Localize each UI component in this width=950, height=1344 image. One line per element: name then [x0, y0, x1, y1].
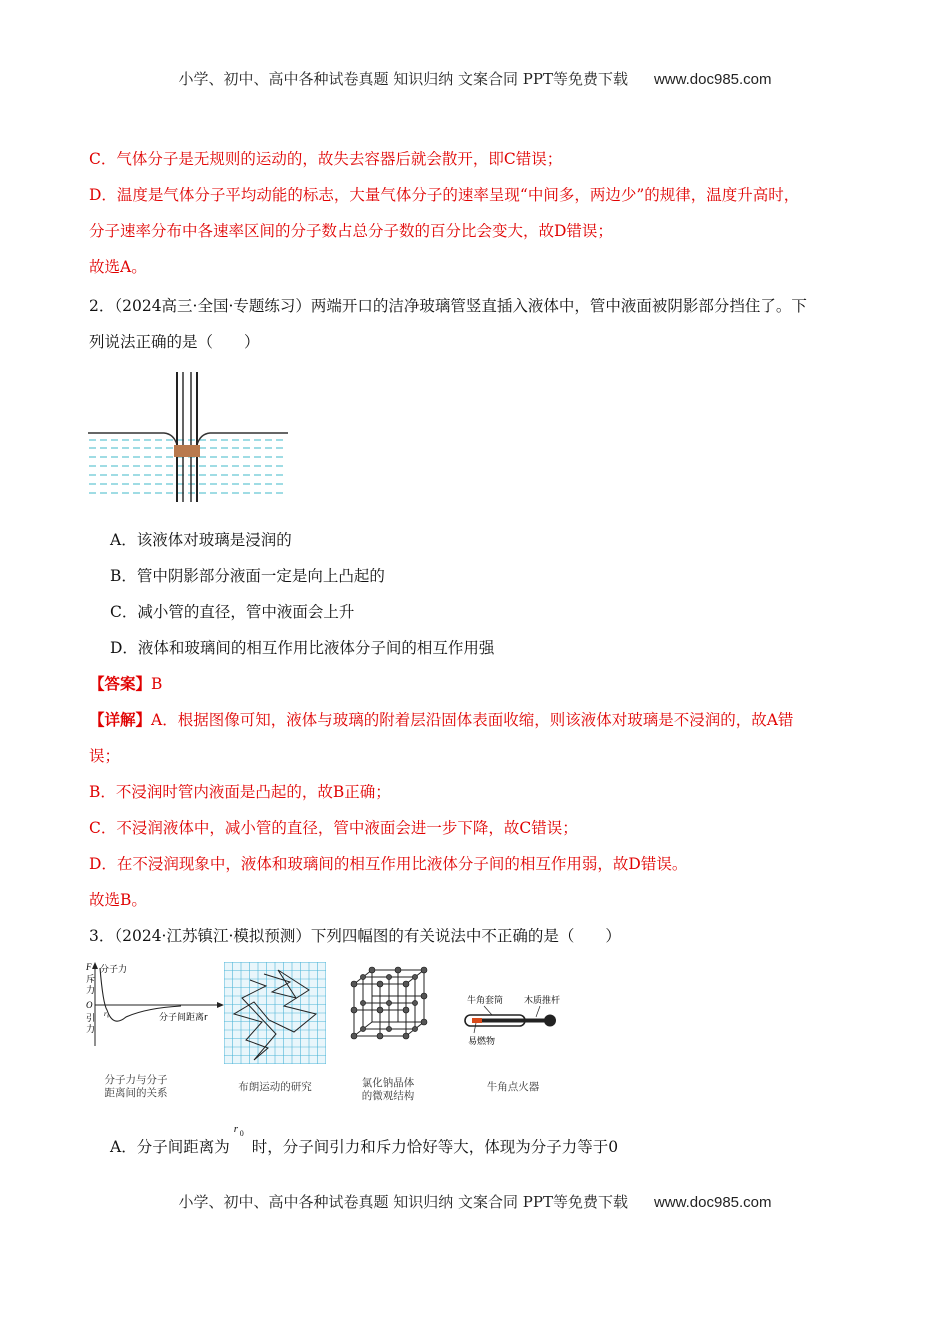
q2-option-d: D．液体和玻璃间的相互作用比液体分子间的相互作用强 — [110, 639, 495, 657]
shaded-block — [174, 445, 200, 457]
prev-choose: 故选A。 — [89, 258, 147, 276]
r0-r: r — [233, 1123, 238, 1135]
fuel-label: 易燃物 — [468, 1037, 496, 1047]
fig3-caption: 氯化钠晶体 的微观结构 — [361, 1077, 415, 1102]
sleeve-label: 牛角套筒 — [467, 996, 504, 1006]
header-site[interactable]: www.doc985.com — [653, 71, 772, 88]
answer-value: B — [151, 675, 163, 693]
detail-text: A．根据图像可知，液体与玻璃的附着层沿固体表面收缩，则该液体对玻璃是不浸润的，故A错 — [151, 711, 794, 729]
repulsion-label-2: 力 — [86, 986, 96, 996]
r0-label: r₀ — [104, 1010, 110, 1018]
y-axis-label: 分子力 — [100, 965, 128, 975]
r0-symbol — [230, 1123, 252, 1152]
q2-choose: 故选B。 — [89, 891, 147, 909]
footer-site[interactable]: www.doc985.com — [653, 1194, 772, 1211]
q2-detail-b: B．不浸润时管内液面是凸起的，故B正确； — [89, 783, 391, 801]
repulsion-label-1: 斥 — [86, 975, 96, 985]
rod-label: 木质推杆 — [524, 996, 561, 1006]
q3-stem: 3．（2024·江苏镇江·模拟预测）下列四幅图的有关说法中不正确的是（ ） — [89, 927, 621, 945]
prev-option-d-line2: 分子速率分布中各速率区间的分子数占总分子数的百分比会变大，故D错误； — [89, 222, 613, 240]
origin-label: O — [86, 1000, 93, 1010]
sleeve-pointer — [484, 1006, 492, 1015]
x-axis-label: 分子间距离r — [159, 1013, 208, 1023]
fire-piston-figure — [462, 992, 572, 1052]
wooden-rod — [482, 1019, 548, 1023]
q2-detail-c: C．不浸润液体中，减小管的直径，管中液面会进一步下降，故C错误； — [89, 819, 578, 837]
q2-stem-line2: 列说法正确的是（ ） — [89, 333, 260, 351]
q2-detail-d: D．在不浸润现象中，液体和玻璃间的相互作用比液体分子间的相互作用弱，故D错误。 — [89, 855, 688, 873]
y-axis-arrow — [92, 962, 98, 969]
nacl-lattice-figure — [350, 966, 428, 1040]
q2-option-c: C．减小管的直径，管中液面会上升 — [110, 603, 355, 621]
detail-label: 【详解】 — [89, 710, 152, 729]
rod-pointer — [536, 1006, 540, 1017]
answer-label: 【答案】 — [89, 674, 152, 693]
footer-title: 小学、初中、高中各种试卷真题 知识归纳 文案合同 PPT等免费下载 — [178, 1193, 628, 1211]
lattice-ions — [351, 967, 427, 1039]
r0-sub: 0 — [239, 1129, 244, 1138]
fig4-caption: 牛角点火器 — [486, 1081, 540, 1093]
x-axis-arrow — [217, 1002, 224, 1008]
q3-option-a — [110, 1123, 619, 1157]
prev-option-d-line1: D．温度是气体分子平均动能的标志，大量气体分子的速率呈现“中间多，两边少”的规律，温度升高时， — [89, 186, 800, 204]
q2-stem-line1: 2．（2024高三·全国·专题练习）两端开口的洁净玻璃管竖直插入液体中，管中液面被阴影部分挡住了。下 — [89, 297, 807, 315]
opt-a-prefix: A．分子间距离为 — [110, 1138, 230, 1156]
f-label: F — [86, 962, 92, 972]
header-title: 小学、初中、高中各种试卷真题 知识归纳 文案合同 PPT等免费下载 — [178, 70, 628, 88]
opt-a-suffix: 时，分子间引力和斥力恰好等大，体现为分子力等于0 — [251, 1138, 619, 1156]
page-footer — [0, 1191, 950, 1212]
liquid-surface-right — [197, 433, 288, 445]
brownian-motion-figure — [224, 962, 326, 1064]
molecular-force-graph — [86, 960, 226, 1050]
attraction-label-1: 引 — [86, 1014, 96, 1024]
fig2-caption: 布朗运动的研究 — [238, 1081, 312, 1093]
fig1-caption: 分子力与分子 距离间的关系 — [104, 1074, 168, 1099]
prev-option-c: C．气体分子是无规则的运动的，故失去容器后就会散开，即C错误； — [89, 150, 563, 168]
capillary-tube-figure — [86, 370, 290, 506]
attraction-label-2: 力 — [86, 1025, 96, 1035]
q2-answer — [89, 672, 162, 694]
q2-detail-line2: 误； — [89, 747, 121, 765]
tinder — [472, 1018, 482, 1023]
page-header — [0, 68, 950, 89]
rod-knob — [544, 1015, 556, 1027]
q2-option-b: B．管中阴影部分液面一定是向上凸起的 — [110, 567, 385, 585]
q2-detail-line1 — [89, 708, 793, 730]
liquid-surface-left — [88, 433, 177, 445]
q2-option-a: A．该液体对玻璃是浸润的 — [110, 531, 292, 549]
